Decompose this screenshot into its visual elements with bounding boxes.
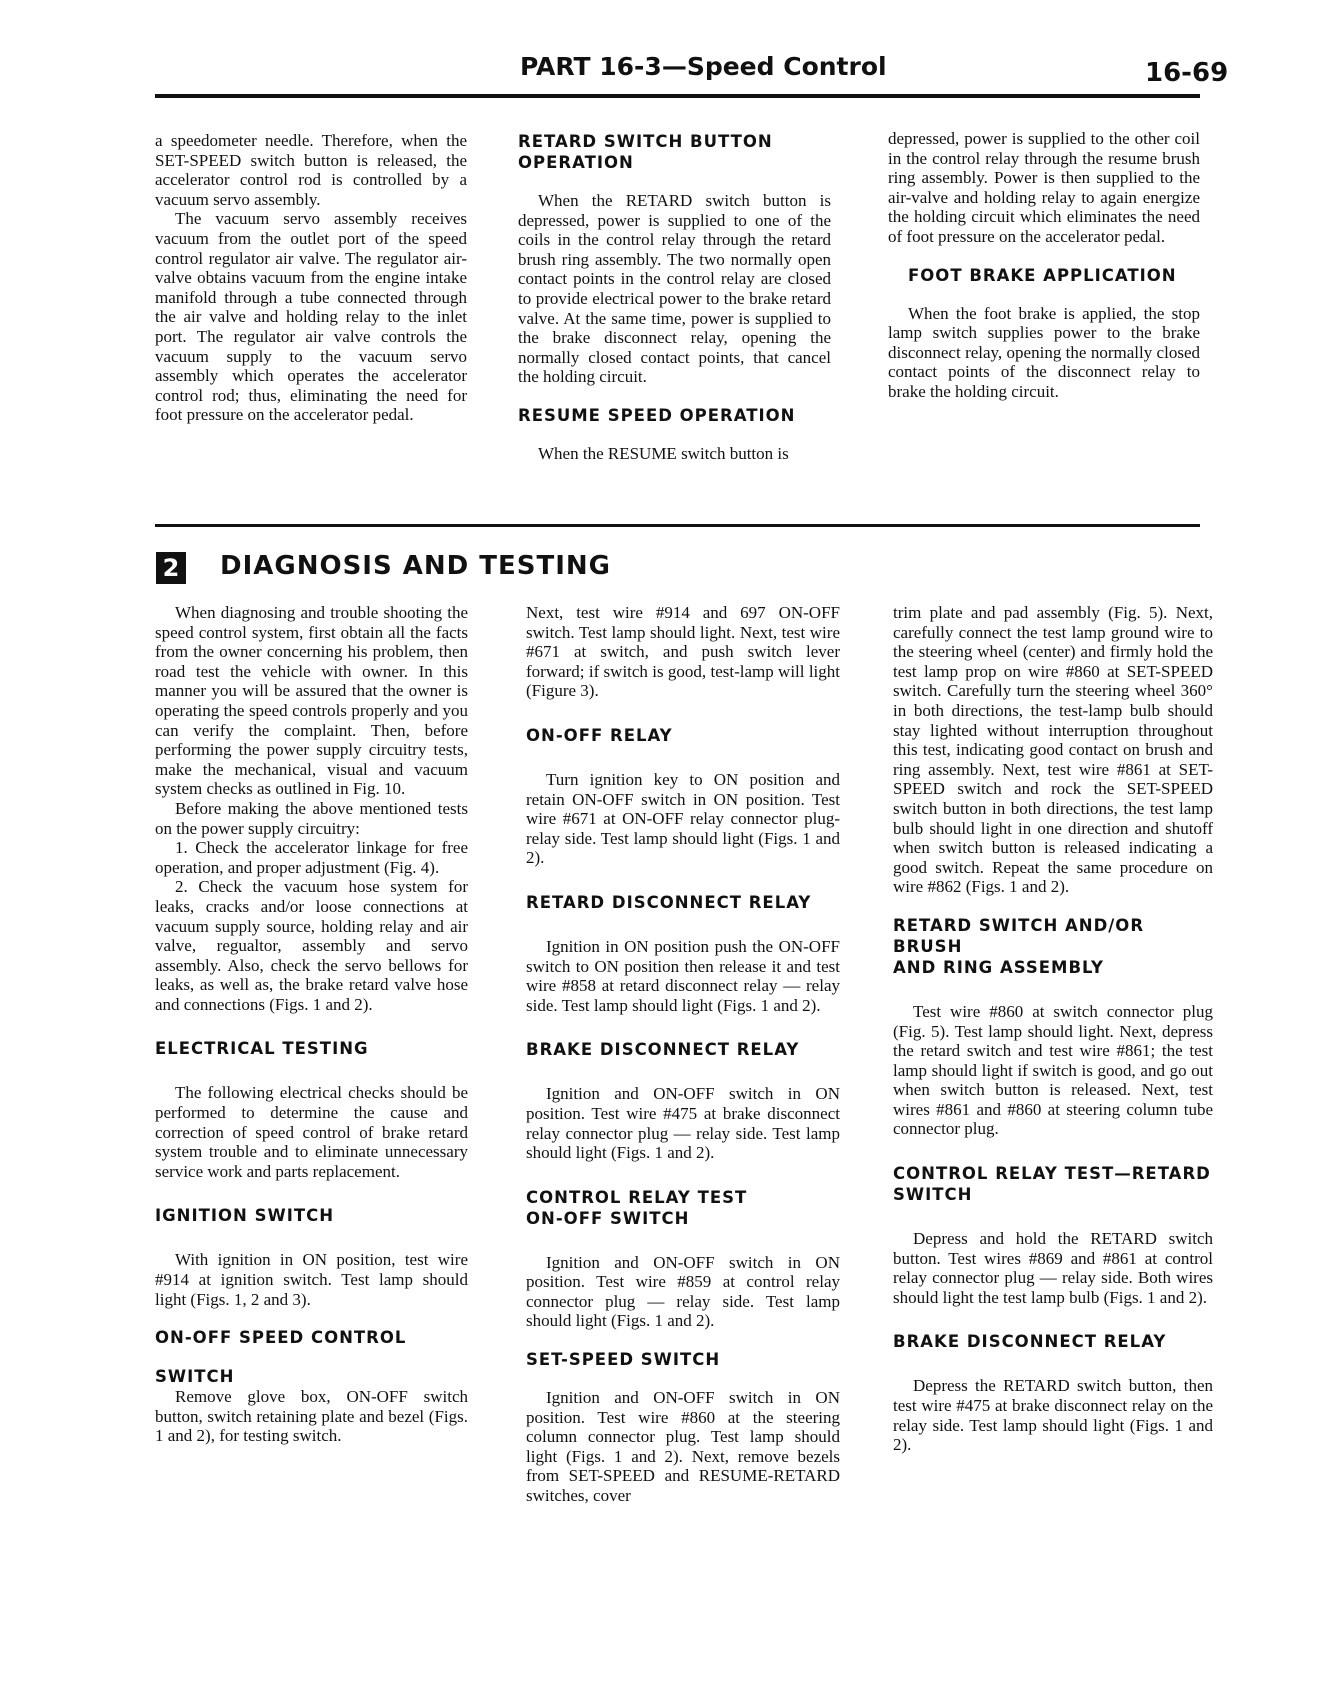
- section-number-badge: 2: [156, 552, 186, 584]
- heading-ring-assembly: AND RING ASSEMBLY: [893, 957, 1104, 977]
- heading-electrical-testing: ELECTRICAL TESTING: [155, 1039, 369, 1059]
- paragraph: The following electrical checks should be performed to determine the cause and correction of speed control of brake retard system trouble and to eliminate unnecessary service work and parts replacement.: [155, 1083, 468, 1181]
- header-rule: [155, 94, 1200, 98]
- paragraph: Before making the above mentioned tests on the power supply circuitry:: [155, 798, 468, 838]
- paragraph: 1. Check the accelerator linkage for free operation, and proper adjustment (Fig. 4).: [155, 838, 468, 877]
- section-column-2: [526, 603, 840, 1506]
- top-column-1: [155, 131, 467, 425]
- paragraph: Ignition in ON position push the ON-OFF switch to ON position then release it and test wire #858 at retard disconnect relay — relay side. Test lamp should light (Figs. 1 and 2).: [526, 936, 840, 1015]
- heading-resume-speed-operation: RESUME SPEED OPERATION: [518, 405, 796, 425]
- section-column-1: [155, 603, 468, 1446]
- paragraph: a speedometer needle. Therefore, when the SET-SPEED switch button is released, the accelerator control rod is controlled by a vacuum servo assembly.: [155, 131, 467, 209]
- paragraph: Ignition and ON-OFF switch in ON position. Test wire #860 at the steering column connector plug. Test lamp should light (Figs. 1 and 2). Next, remove bezels from SET-SPEED and RESUME-RETARD switches, cover: [526, 1388, 840, 1506]
- top-column-3: [888, 129, 1200, 402]
- paragraph: With ignition in ON position, test wire #914 at ignition switch. Test lamp should light (Figs. 1, 2 and 3).: [155, 1250, 468, 1309]
- paragraph: 2. Check the vacuum hose system for leaks, cracks and/or loose connections at vacuum supply source, holding relay and air valve, regualtor, assembly and servo assembly. Also, check the servo bellows for leaks, as well as, the brake retard valve hose and connections (Figs. 1 and 2).: [155, 877, 468, 1014]
- paragraph: Remove glove box, ON-OFF switch button, switch retaining plate and bezel (Figs. 1 and 2), for testing switch.: [155, 1387, 468, 1446]
- heading-on-off-relay: ON-OFF RELAY: [526, 725, 673, 745]
- page-header-title: PART 16-3—Speed Control: [520, 52, 887, 81]
- paragraph: The vacuum servo assembly receives vacuum from the outlet port of the speed control regulator air valve. The regulator air-valve obtains vacuum from the engine intake manifold through a tube connected through the air valve and holding relay to the inlet port. The regulator air valve controls the vacuum supply to the vacuum servo assembly which operates the accelerator control rod; thus, eliminating the need for foot pressure on the accelerator pedal.: [155, 209, 467, 425]
- heading-on-off-switch: ON-OFF SWITCH: [526, 1208, 690, 1228]
- paragraph: Test wire #860 at switch connector plug (Fig. 5). Test lamp should light. Next, depress the retard switch and test wire #861; the test lamp should light if switch is good, and go out when switch button is released. Next, test wires #861 and #860 at steering column tube connector plug.: [893, 1001, 1213, 1139]
- heading-set-speed-switch: SET-SPEED SWITCH: [526, 1350, 721, 1370]
- paragraph: Ignition and ON-OFF switch in ON position. Test wire #859 at control relay connector plug — relay side. Test lamp should light (Figs. 1 and 2).: [526, 1252, 840, 1331]
- paragraph: Next, test wire #914 and 697 ON-OFF switch. Test lamp should light. Next, test wire #671 at switch, and push switch lever forward; if switch is good, test-lamp will light (Figure 3).: [526, 603, 840, 701]
- heading-switch: SWITCH: [155, 1367, 235, 1387]
- section-rule: [155, 524, 1200, 527]
- paragraph: trim plate and pad assembly (Fig. 5). Next, carefully connect the test lamp ground wire to the steering wheel (center) and firmly hold the test lamp prop on wire #860 at SET-SPEED switch. Carefully turn the steering wheel 360° in both directions, the test-lamp bulb should stay lighted without interruption throughout this test, indicating good contact on brush and ring assembly. Next, test wire #861 at SET-SPEED switch and rock the SET-SPEED switch button in both directions, the test lamp bulb should light in one direction and shutoff when switch button is released indicating a good switch. Repeat the same procedure on wire #862 (Figs. 1 and 2).: [893, 603, 1213, 897]
- heading-brake-disconnect-relay: BRAKE DISCONNECT RELAY: [526, 1040, 800, 1060]
- paragraph: Depress and hold the RETARD switch button. Test wires #869 and #861 at control relay connector plug — relay side. Both wires should light the test lamp bulb (Figs. 1 and 2).: [893, 1229, 1213, 1307]
- paragraph: Ignition and ON-OFF switch in ON position. Test wire #475 at brake disconnect relay connector plug — relay side. Test lamp should light (Figs. 1 and 2).: [526, 1084, 840, 1163]
- paragraph: Turn ignition key to ON position and retain ON-OFF switch in ON position. Test wire #671 at ON-OFF relay connector plug-relay side. Test lamp should light (Figs. 1 and 2).: [526, 769, 840, 868]
- heading-brake-disconnect-relay: BRAKE DISCONNECT RELAY: [893, 1332, 1167, 1352]
- paragraph: depressed, power is supplied to the other coil in the control relay through the resume brush ring assembly. Power is then supplied to the air-valve and holding relay to again energize the holding circuit which eliminates the need of foot pressure on the accelerator pedal.: [888, 129, 1200, 246]
- top-column-2: [518, 131, 831, 464]
- heading-retard-switch-brush: RETARD SWITCH AND/OR BRUSH: [893, 915, 1145, 956]
- heading-retard-switch-operation: RETARD SWITCH BUTTON OPERATION: [518, 132, 773, 172]
- page-number: 16-69: [1145, 58, 1229, 88]
- heading-switch: SWITCH: [893, 1185, 973, 1205]
- heading-on-off-speed-control: ON-OFF SPEED CONTROL: [155, 1328, 407, 1348]
- section-title: DIAGNOSIS AND TESTING: [220, 551, 612, 581]
- paragraph: When the foot brake is applied, the stop lamp switch supplies power to the brake disconnect relay, opening the normally closed contact points of the disconnect relay to brake the holding circuit.: [888, 303, 1200, 401]
- heading-control-relay-test-retard: CONTROL RELAY TEST—RETARD: [893, 1164, 1211, 1184]
- heading-foot-brake-application: FOOT BRAKE APPLICATION: [908, 265, 1177, 285]
- paragraph: When the RETARD switch button is depressed, power is supplied to one of the coils in the control relay through the retard brush ring assembly. The two normally open contact points in the control relay are closed to provide electrical power to the brake retard valve. At the same time, power is supplied to the brake disconnect relay, opening the normally closed contact points, that cancel the holding circuit.: [518, 191, 831, 387]
- paragraph: Depress the RETARD switch button, then test wire #475 at brake disconnect relay on the relay side. Test lamp should light (Figs. 1 and 2).: [893, 1376, 1213, 1455]
- heading-control-relay-test: CONTROL RELAY TEST: [526, 1187, 748, 1207]
- heading-ignition-switch: IGNITION SWITCH: [155, 1206, 335, 1226]
- paragraph: When the RESUME switch button is: [538, 443, 789, 463]
- section-column-3: [893, 603, 1213, 1455]
- paragraph: When diagnosing and trouble shooting the speed control system, first obtain all the facts from the owner concerning his problem, then road test the vehicle with owner. In this manner you will be assured that the owner is operating the speed controls properly and you can verify the complaint. Then, before performing the power supply circuitry tests, make the mechanical, visual and vacuum system checks as outlined in Fig. 10.: [155, 603, 468, 799]
- heading-retard-disconnect-relay: RETARD DISCONNECT RELAY: [526, 892, 812, 912]
